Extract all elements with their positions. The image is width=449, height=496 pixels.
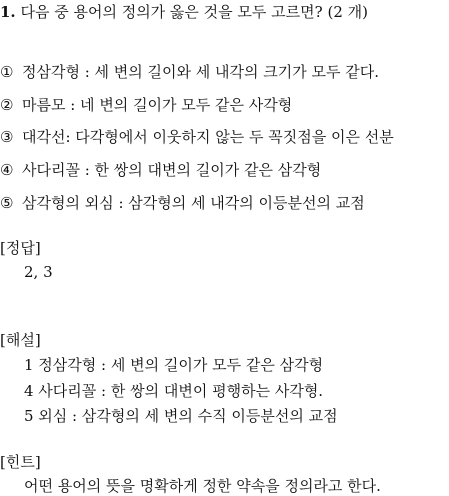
option-3 — [0, 127, 394, 147]
option-mark: ① — [0, 63, 14, 81]
option-mark: ② — [0, 96, 14, 114]
answer-label: [정답] — [0, 239, 41, 257]
option-mark: ④ — [0, 161, 14, 179]
option-4 — [0, 160, 321, 180]
option-1 — [0, 62, 379, 82]
question-line — [0, 2, 368, 22]
option-2 — [0, 95, 292, 115]
option-text: 마름모 : 네 변의 길이가 모두 같은 사각형 — [22, 96, 293, 114]
option-text: 사다리꼴 : 한 쌍의 대변의 길이가 같은 삼각형 — [22, 161, 322, 179]
option-mark: ⑤ — [0, 194, 14, 212]
explanation-line: 4 사다리꼴 : 한 쌍의 대변이 평행하는 사각형. — [24, 382, 324, 400]
option-text: 정삼각형 : 세 변의 길이와 세 내각의 크기가 모두 같다. — [22, 63, 380, 81]
hint-text: 어떤 용어의 뜻을 명확하게 정한 약속을 정의라고 한다. — [24, 477, 381, 495]
option-text: 대각선: 다각형에서 이웃하지 않는 두 꼭짓점을 이은 선분 — [22, 128, 394, 146]
option-mark: ③ — [0, 128, 14, 146]
explanation-line: 5 외심 : 삼각형의 세 변의 수직 이등분선의 교점 — [24, 407, 338, 425]
question-number: 1. — [0, 3, 16, 21]
explanation-line: 1 정삼각형 : 세 변의 길이가 모두 같은 삼각형 — [24, 356, 324, 374]
hint-label: [힌트] — [0, 453, 41, 471]
option-text: 삼각형의 외심 : 삼각형의 세 내각의 이등분선의 교점 — [22, 194, 365, 212]
question-text: 다음 중 용어의 정의가 옳은 것을 모두 고르면? (2 개) — [20, 3, 368, 21]
answer-value: 2, 3 — [24, 263, 53, 281]
explanation-label: [해설] — [0, 331, 41, 349]
option-5 — [0, 193, 365, 213]
